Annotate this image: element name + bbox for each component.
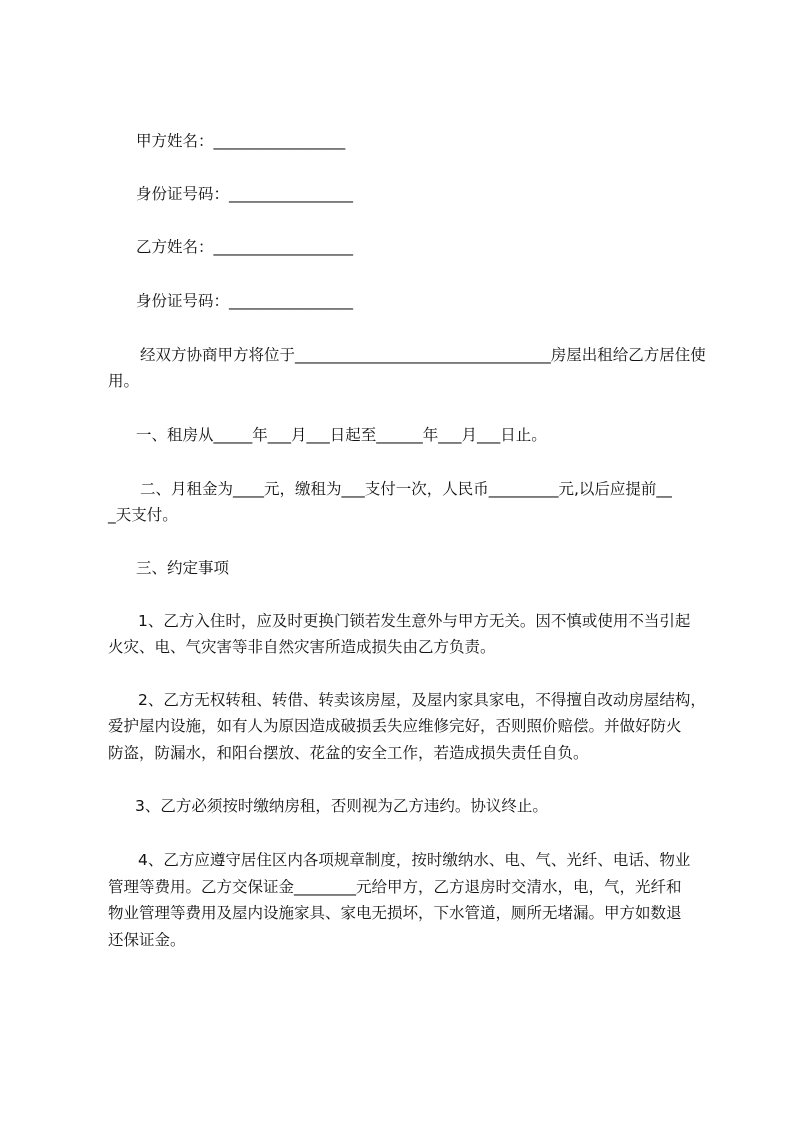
item-4-line-1: 4、乙方应遵守居住区内各项规章制度，按时缴纳水、电、气、光纤、电话、物业 — [138, 851, 691, 869]
item-3: 3、乙方必须按时缴纳房租，否则视为乙方违约。协议终止。 — [135, 797, 548, 815]
item-2-line-1: 2、乙方无权转租、转借、转卖该房屋，及屋内家具家电，不得擅自改动房屋结构， — [138, 691, 706, 709]
item-2-line-2: 爱护屋内设施，如有人为原因造成破损丢失应维修完好，否则照价赔偿。并做好防火 — [108, 717, 682, 735]
party-a-name-field: 甲方姓名：_________________ — [136, 132, 346, 150]
section-2-line-1: 二、月租金为____元，缴租为___支付一次，人民币_________元,以后应提前__ — [140, 480, 672, 498]
party-b-id-field: 身份证号码：________________ — [136, 292, 354, 310]
party-b-name-field: 乙方姓名：__________________ — [136, 238, 354, 256]
item-1-line-1: 1、乙方入住时，应及时更换门锁若发生意外与甲方无关。因不慎或使用不当引起 — [138, 612, 691, 630]
item-4-line-4: 还保证金。 — [108, 931, 186, 949]
section-1-rental-period: 一、租房从_____年___月___日起至______年___月___日止。 — [136, 426, 547, 444]
section-3-heading: 三、约定事项 — [136, 559, 230, 577]
section-2-line-2: _天支付。 — [108, 506, 178, 524]
party-a-id-field: 身份证号码：________________ — [136, 185, 354, 203]
intro-line-2: 用。 — [108, 372, 140, 390]
item-4-line-3: 物业管理等费用及屋内设施家具、家电无损坏，下水管道，厕所无堵漏。甲方如数退 — [108, 904, 682, 922]
item-4-line-2: 管理等费用。乙方交保证金________元给甲方，乙方退房时交清水，电，气，光纤和 — [108, 878, 682, 896]
item-1-line-2: 火灾、电、气灾害等非自然灾害所造成损失由乙方负责。 — [108, 638, 496, 656]
item-2-line-3: 防盗，防漏水，和阳台摆放、花盆的安全工作，若造成损失责任自负。 — [108, 744, 589, 762]
intro-line-1: 经双方协商甲方将位于_________________________________房屋出租给乙方居住使 — [140, 346, 706, 364]
